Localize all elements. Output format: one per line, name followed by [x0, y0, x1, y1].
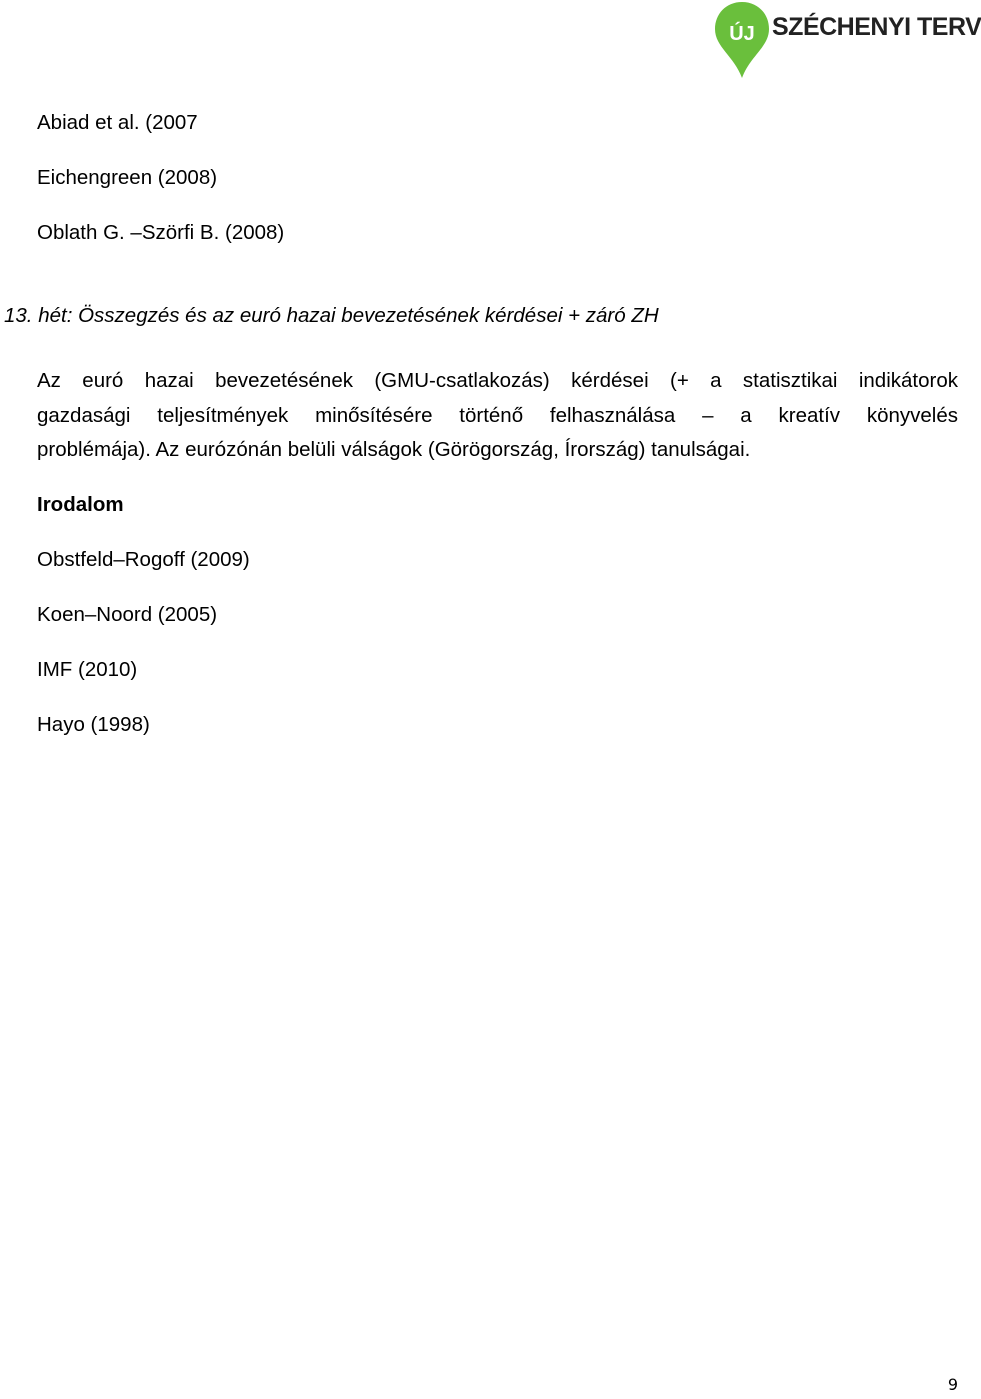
literature-item: Koen–Noord (2005)	[37, 603, 218, 626]
section-paragraph	[37, 364, 958, 468]
page-number: 9	[947, 1375, 958, 1394]
paragraph-line: Az euró hazai bevezetésének (GMU-csatlakozás) kérdései (+ a statisztikai indikátorok	[37, 369, 958, 392]
section-title: hét: Összegzés és az euró hazai bevezetésének kérdései + záró ZH	[38, 304, 659, 327]
paragraph-line: gazdasági teljesítmények minősítésére történő felhasználása – a kreatív könyvelés	[37, 403, 958, 427]
literature-heading: Irodalom	[37, 493, 124, 516]
section-number: 13.	[4, 304, 33, 327]
literature-item: Obstfeld–Rogoff (2009)	[37, 548, 250, 571]
literature-item: IMF (2010)	[37, 658, 138, 681]
szechenyi-terv-logo	[712, 0, 981, 80]
reference-abiad: Abiad et al. (2007	[37, 111, 198, 134]
logo-text: SZÉCHENYI TERV	[772, 13, 981, 41]
logo-prefix: ÚJ	[729, 23, 755, 45]
literature-item: Hayo (1998)	[37, 713, 150, 736]
location-pin-icon	[712, 0, 772, 80]
paragraph-line: problémája). Az eurózónán belüli válságok (Görögország, Írország) tanulságai.	[37, 438, 751, 461]
reference-oblath: Oblath G. –Szörfi B. (2008)	[37, 221, 285, 244]
reference-eichengreen: Eichengreen (2008)	[37, 166, 218, 189]
section-heading	[4, 306, 659, 327]
